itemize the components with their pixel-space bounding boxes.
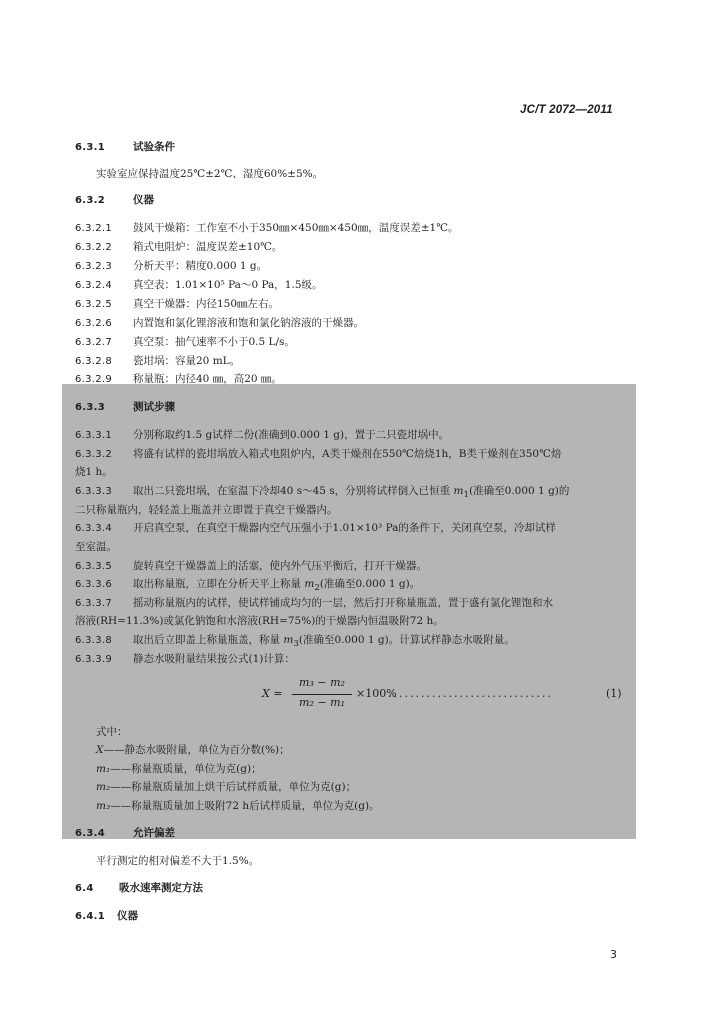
page-number: 3 <box>610 948 617 961</box>
step-text: (准确至0.000 1 g)。计算试样静态水吸附量。 <box>298 634 515 646</box>
step-number: 6.3.3.1 <box>75 430 113 441</box>
section-6-4-heading <box>75 881 203 896</box>
item-number: 6.3.2.4 <box>75 280 113 291</box>
section-6-3-1-body: 实验室应保持温度25℃±2℃、湿度60%±5%。 <box>96 168 324 180</box>
variable-subscript: 1 <box>463 490 470 501</box>
section-number: 6.3.1 <box>75 142 105 153</box>
section-number: 6.4 <box>75 883 94 894</box>
item-number: 6.3.2.2 <box>75 242 113 253</box>
section-title: 仪器 <box>133 194 154 206</box>
formula-1 <box>262 676 622 716</box>
instrument-item <box>75 221 458 236</box>
step-text: 旋转真空干燥器盖上的活塞，使内外气压平衡后，打开干燥器。 <box>133 560 427 572</box>
step-number: 6.3.3.2 <box>75 449 113 460</box>
definition-text: ——称量瓶质量加上吸附72 h后试样质量，单位为克(g)。 <box>110 800 380 812</box>
item-text: 瓷坩埚：容量20 mL。 <box>133 355 241 367</box>
variable-subscript: 2 <box>314 583 320 594</box>
step-text: 静态水吸附量结果按公式(1)计算： <box>133 653 295 665</box>
instrument-item <box>75 354 240 369</box>
section-number: 6.3.4 <box>75 828 105 839</box>
step-6-3-3-4 <box>75 521 556 536</box>
symbol-definition <box>96 762 262 776</box>
step-text: 取出二只瓷坩埚，在室温下冷却40 s～45 s，分别将试样倒入已恒重 <box>133 485 454 497</box>
step-6-3-3-8 <box>75 633 515 651</box>
section-6-3-1-heading <box>75 140 175 155</box>
item-text: 鼓风干燥箱：工作室不小于350㎜×450㎜×450㎜，温度误差±1℃。 <box>133 222 459 234</box>
section-number: 6.3.2 <box>75 195 105 206</box>
step-text: (准确至0.000 1 g)的 <box>469 485 570 497</box>
instrument-item <box>75 372 282 387</box>
step-number: 6.3.3.9 <box>75 654 113 665</box>
item-text: 真空泵：抽气速率不小于0.5 L/s。 <box>133 336 295 348</box>
where-title: 式中： <box>96 726 128 738</box>
step-6-3-3-5 <box>75 559 427 574</box>
formula-fraction <box>290 676 354 709</box>
step-text: 取出后立即盖上称量瓶盖，称量 <box>133 634 284 646</box>
definition-text: ——静态水吸附量，单位为百分数(%)； <box>103 744 290 756</box>
step-number: 6.3.3.4 <box>75 523 113 534</box>
step-6-3-3-7-cont: 溶液(RH=11.3%)或氯化钠饱和水溶液(RH=75%)的干燥器内恒温吸附72 h。 <box>75 615 444 627</box>
instrument-item <box>75 278 323 293</box>
section-number: 6.4.1 <box>75 911 105 922</box>
section-title: 试验条件 <box>133 141 175 153</box>
step-6-3-3-2-cont: 烧1 h。 <box>75 466 113 478</box>
step-number: 6.3.3.3 <box>75 486 113 497</box>
variable: m <box>453 485 464 497</box>
section-title: 允许偏差 <box>133 827 175 839</box>
step-6-3-3-9 <box>75 652 295 667</box>
section-6-3-3-heading <box>75 400 175 415</box>
item-text: 真空表：1.01×10⁵ Pa～0 Pa，1.5级。 <box>133 279 323 291</box>
item-number: 6.3.2.5 <box>75 299 113 310</box>
section-6-3-2-heading <box>75 193 154 208</box>
instrument-item <box>75 316 364 331</box>
instrument-item <box>75 259 267 274</box>
section-title: 仪器 <box>117 910 138 922</box>
step-6-3-3-3 <box>75 484 569 502</box>
fraction-bar <box>292 694 352 695</box>
item-text: 箱式电阻炉：温度误差±10℃。 <box>133 241 283 253</box>
item-number: 6.3.2.6 <box>75 318 113 329</box>
symbol-definition <box>96 780 356 794</box>
step-text: 将盛有试样的瓷坩埚放入箱式电阻炉内，A类干燥剂在550℃焙烧1h，B类干燥剂在350℃焙 <box>133 448 562 460</box>
item-number: 6.3.2.9 <box>75 374 113 385</box>
item-text: 分析天平：精度0.000 1 g。 <box>133 260 268 272</box>
step-number: 6.3.3.8 <box>75 635 113 646</box>
formula-number: (1) <box>606 687 622 700</box>
formula-denominator: m₂ − m₁ <box>299 696 345 709</box>
item-number: 6.3.2.7 <box>75 337 113 348</box>
section-6-3-4-body: 平行测定的相对偏差不大于1.5%。 <box>96 855 260 867</box>
step-number: 6.3.3.7 <box>75 598 113 609</box>
variable-subscript: 3 <box>293 639 299 650</box>
formula-leader-dots: .............................. <box>388 687 553 700</box>
formula-multiplier: ×100% <box>356 687 397 700</box>
instrument-item <box>75 335 295 350</box>
formula-lhs: X = <box>262 687 283 700</box>
standard-code-header: JC/T 2072—2011 <box>520 104 613 116</box>
step-number: 6.3.3.5 <box>75 561 113 572</box>
step-text: 摇动称量瓶内的试样，使试样铺成均匀的一层，然后打开称量瓶盖，置于盛有氯化锂饱和水 <box>133 597 553 609</box>
item-text: 内置饱和氯化锂溶液和饱和氯化钠溶液的干燥器。 <box>133 317 364 329</box>
symbol: m₂ <box>96 781 111 793</box>
item-number: 6.3.2.8 <box>75 356 113 367</box>
step-6-3-3-1 <box>75 428 449 443</box>
step-text: 取出称量瓶，立即在分析天平上称量 <box>133 578 305 590</box>
item-text: 真空干燥器：内径150㎜左右。 <box>133 298 280 310</box>
item-number: 6.3.2.3 <box>75 261 113 272</box>
definition-text: ——称量瓶质量，单位为克(g)； <box>110 763 262 775</box>
instrument-item <box>75 240 282 255</box>
step-6-3-3-6 <box>75 577 420 595</box>
section-title: 吸水速率测定方法 <box>119 882 203 894</box>
item-number: 6.3.2.1 <box>75 223 113 234</box>
section-6-3-4-heading <box>75 826 175 841</box>
step-text: 开启真空泵，在真空干燥器内空气压强小于1.01×10³ Pa的条件下，关闭真空泵，冷却试样 <box>133 522 556 534</box>
step-text: (准确至0.000 1 g)。 <box>319 578 421 590</box>
step-6-3-3-7 <box>75 596 553 611</box>
symbol-definition <box>96 743 290 757</box>
step-text: 分别称取约1.5 g试样二份(准确到0.000 1 g)，置于二只瓷坩埚中。 <box>133 429 450 441</box>
symbol-definition <box>96 799 380 813</box>
variable: m <box>283 634 294 646</box>
formula-numerator: m₃ − m₂ <box>299 676 345 689</box>
step-6-3-3-4-cont: 至室温。 <box>75 541 117 553</box>
section-title: 测试步骤 <box>133 401 175 413</box>
item-text: 称量瓶：内径40 ㎜，高20 ㎜。 <box>133 373 282 385</box>
section-6-4-1-heading <box>75 909 138 924</box>
symbol: m₁ <box>96 763 111 775</box>
definition-text: ——称量瓶质量加上烘干后试样质量，单位为克(g)； <box>110 781 357 793</box>
variable: m <box>304 578 315 590</box>
symbol: X <box>96 744 104 756</box>
section-number: 6.3.3 <box>75 402 105 413</box>
step-6-3-3-3-cont: 二只称量瓶内，轻轻盖上瓶盖并立即置于真空干燥器内。 <box>75 504 338 516</box>
step-6-3-3-2 <box>75 447 561 462</box>
instrument-item <box>75 297 279 312</box>
symbol: m₃ <box>96 800 111 812</box>
step-number: 6.3.3.6 <box>75 579 113 590</box>
